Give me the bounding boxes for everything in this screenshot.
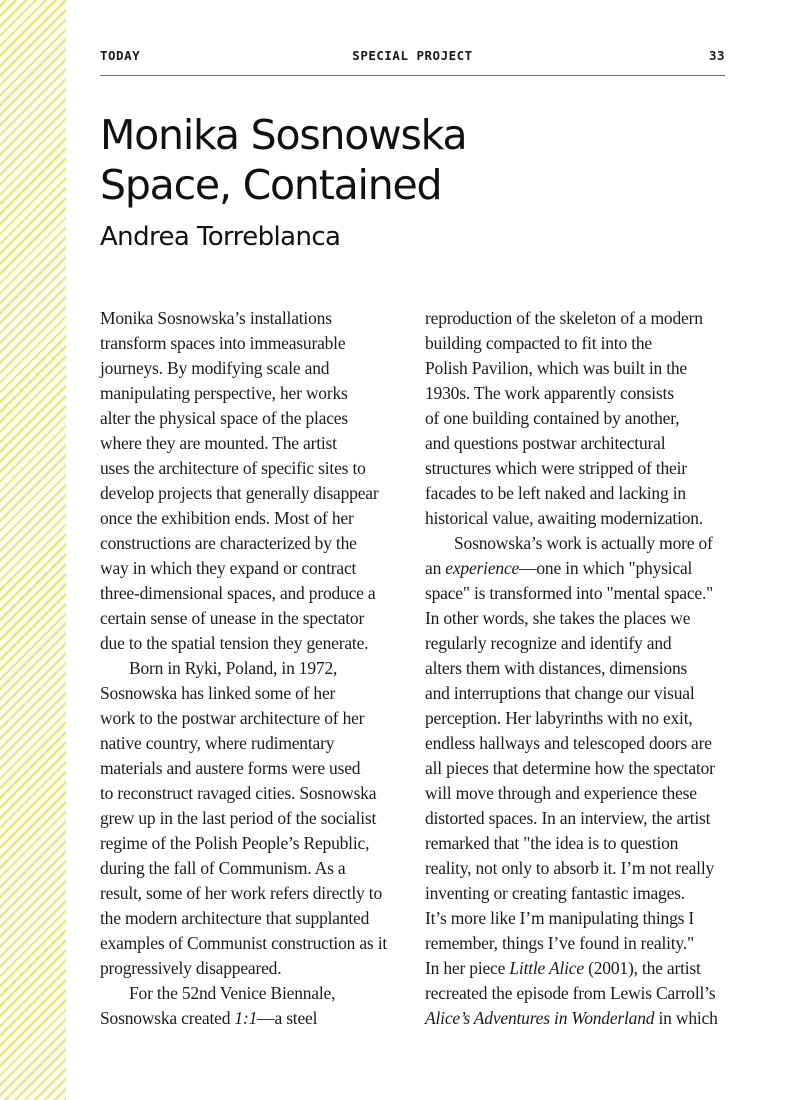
body-column-left bbox=[100, 306, 405, 1031]
text-line: recreated the episode from Lewis Carroll’s bbox=[425, 983, 716, 1003]
text-line: structures which were stripped of their bbox=[425, 458, 687, 478]
text-line: building compacted to fit into the bbox=[425, 333, 652, 353]
text-line: endless hallways and telescoped doors are bbox=[425, 733, 712, 753]
text-line: facades to be left naked and lacking in bbox=[425, 483, 686, 503]
text-line: distorted spaces. In an interview, the artist bbox=[425, 808, 711, 828]
text-line: way in which they expand or contract bbox=[100, 558, 357, 578]
decorative-stripe-band bbox=[0, 0, 66, 1100]
text-line: examples of Communist construction as it bbox=[100, 933, 388, 953]
text-line: of one building contained by another, bbox=[425, 408, 680, 428]
text-line: Born in Ryki, Poland, in 1972, bbox=[129, 658, 338, 678]
article-title-block bbox=[100, 110, 740, 254]
text-line: during the fall of Communism. As a bbox=[100, 858, 346, 878]
text-line: Sosnowska’s work is actually more of bbox=[454, 533, 713, 553]
text-line: It’s more like I’m manipulating things I bbox=[425, 908, 695, 928]
text-line: journeys. By modifying scale and bbox=[100, 358, 330, 378]
text-line: regularly recognize and identify and bbox=[425, 633, 672, 653]
text-line: regime of the Polish People’s Republic, bbox=[100, 833, 370, 853]
text-line: alter the physical space of the places bbox=[100, 408, 348, 428]
text-line: transform spaces into immeasurable bbox=[100, 333, 346, 353]
text-line: an experience—one in which "physical bbox=[425, 558, 693, 578]
text-line: three-dimensional spaces, and produce a bbox=[100, 583, 376, 603]
category-label: SPECIAL PROJECT bbox=[352, 48, 473, 63]
text-line: inventing or creating fantastic images. bbox=[425, 883, 685, 903]
text-line: grew up in the last period of the socialist bbox=[100, 808, 377, 828]
text-line: progressively disappeared. bbox=[100, 958, 282, 978]
page-number: 33 bbox=[708, 48, 725, 63]
text-line: once the exhibition ends. Most of her bbox=[100, 508, 354, 528]
text-line: 1930s. The work apparently consists bbox=[425, 383, 674, 403]
text-line: reproduction of the skeleton of a modern bbox=[425, 308, 703, 328]
text-line: materials and austere forms were used bbox=[100, 758, 361, 778]
text-line: space" is transformed into "mental space." bbox=[425, 583, 714, 603]
right-column-lines-a bbox=[425, 306, 730, 556]
text-line: certain sense of unease in the spectator bbox=[100, 608, 365, 628]
text-line: to reconstruct ravaged cities. Sosnowska bbox=[100, 783, 377, 803]
text-line: remarked that "the idea is to question bbox=[425, 833, 679, 853]
text-line: where they are mounted. The artist bbox=[100, 433, 337, 453]
text-line: remember, things I’ve found in reality." bbox=[425, 933, 694, 953]
text-line: perception. Her labyrinths with no exit, bbox=[425, 708, 693, 728]
text-line: Monika Sosnowska’s installations bbox=[100, 308, 332, 328]
text-line: manipulating perspective, her works bbox=[100, 383, 348, 403]
text-line: uses the architecture of specific sites to bbox=[100, 458, 366, 478]
text-line: historical value, awaiting modernization. bbox=[425, 508, 704, 528]
text-line: will move through and experience these bbox=[425, 783, 697, 803]
text-line: native country, where rudimentary bbox=[100, 733, 335, 753]
text-line: In her piece Little Alice (2001), the artist bbox=[425, 958, 701, 978]
page-header bbox=[100, 47, 725, 76]
body-column-right bbox=[425, 306, 730, 1031]
text-line: Polish Pavilion, which was built in the bbox=[425, 358, 687, 378]
text-line: alters them with distances, dimensions bbox=[425, 658, 688, 678]
text-line: For the 52nd Venice Biennale, bbox=[129, 983, 336, 1003]
text-line: due to the spatial tension they generate. bbox=[100, 633, 369, 653]
text-line: the modern architecture that supplanted bbox=[100, 908, 370, 928]
text-line: constructions are characterized by the bbox=[100, 533, 357, 553]
text-line: and questions postwar architectural bbox=[425, 433, 666, 453]
text-line: result, some of her work refers directly to bbox=[100, 883, 382, 903]
text-line: and interruptions that change our visual bbox=[425, 683, 695, 703]
article-author: Andrea Torreblanca bbox=[100, 222, 341, 252]
text-line: Sosnowska created 1:1—a steel bbox=[100, 1008, 318, 1028]
article-title-line-2: Space, Contained bbox=[100, 161, 442, 209]
text-line: work to the postwar architecture of her bbox=[100, 708, 365, 728]
section-label: TODAY bbox=[100, 48, 141, 63]
article-title-line-1: Monika Sosnowska bbox=[100, 111, 467, 159]
text-line: In other words, she takes the places we bbox=[425, 608, 691, 628]
text-line: Alice’s Adventures in Wonderland in which bbox=[425, 1008, 718, 1028]
text-line: reality, not only to absorb it. I’m not really bbox=[425, 858, 715, 878]
text-line: Sosnowska has linked some of her bbox=[100, 683, 336, 703]
text-line: develop projects that generally disappear bbox=[100, 483, 379, 503]
left-column-lines bbox=[100, 306, 405, 981]
right-column-lines-b bbox=[425, 581, 730, 956]
text-line: all pieces that determine how the spectator bbox=[425, 758, 715, 778]
